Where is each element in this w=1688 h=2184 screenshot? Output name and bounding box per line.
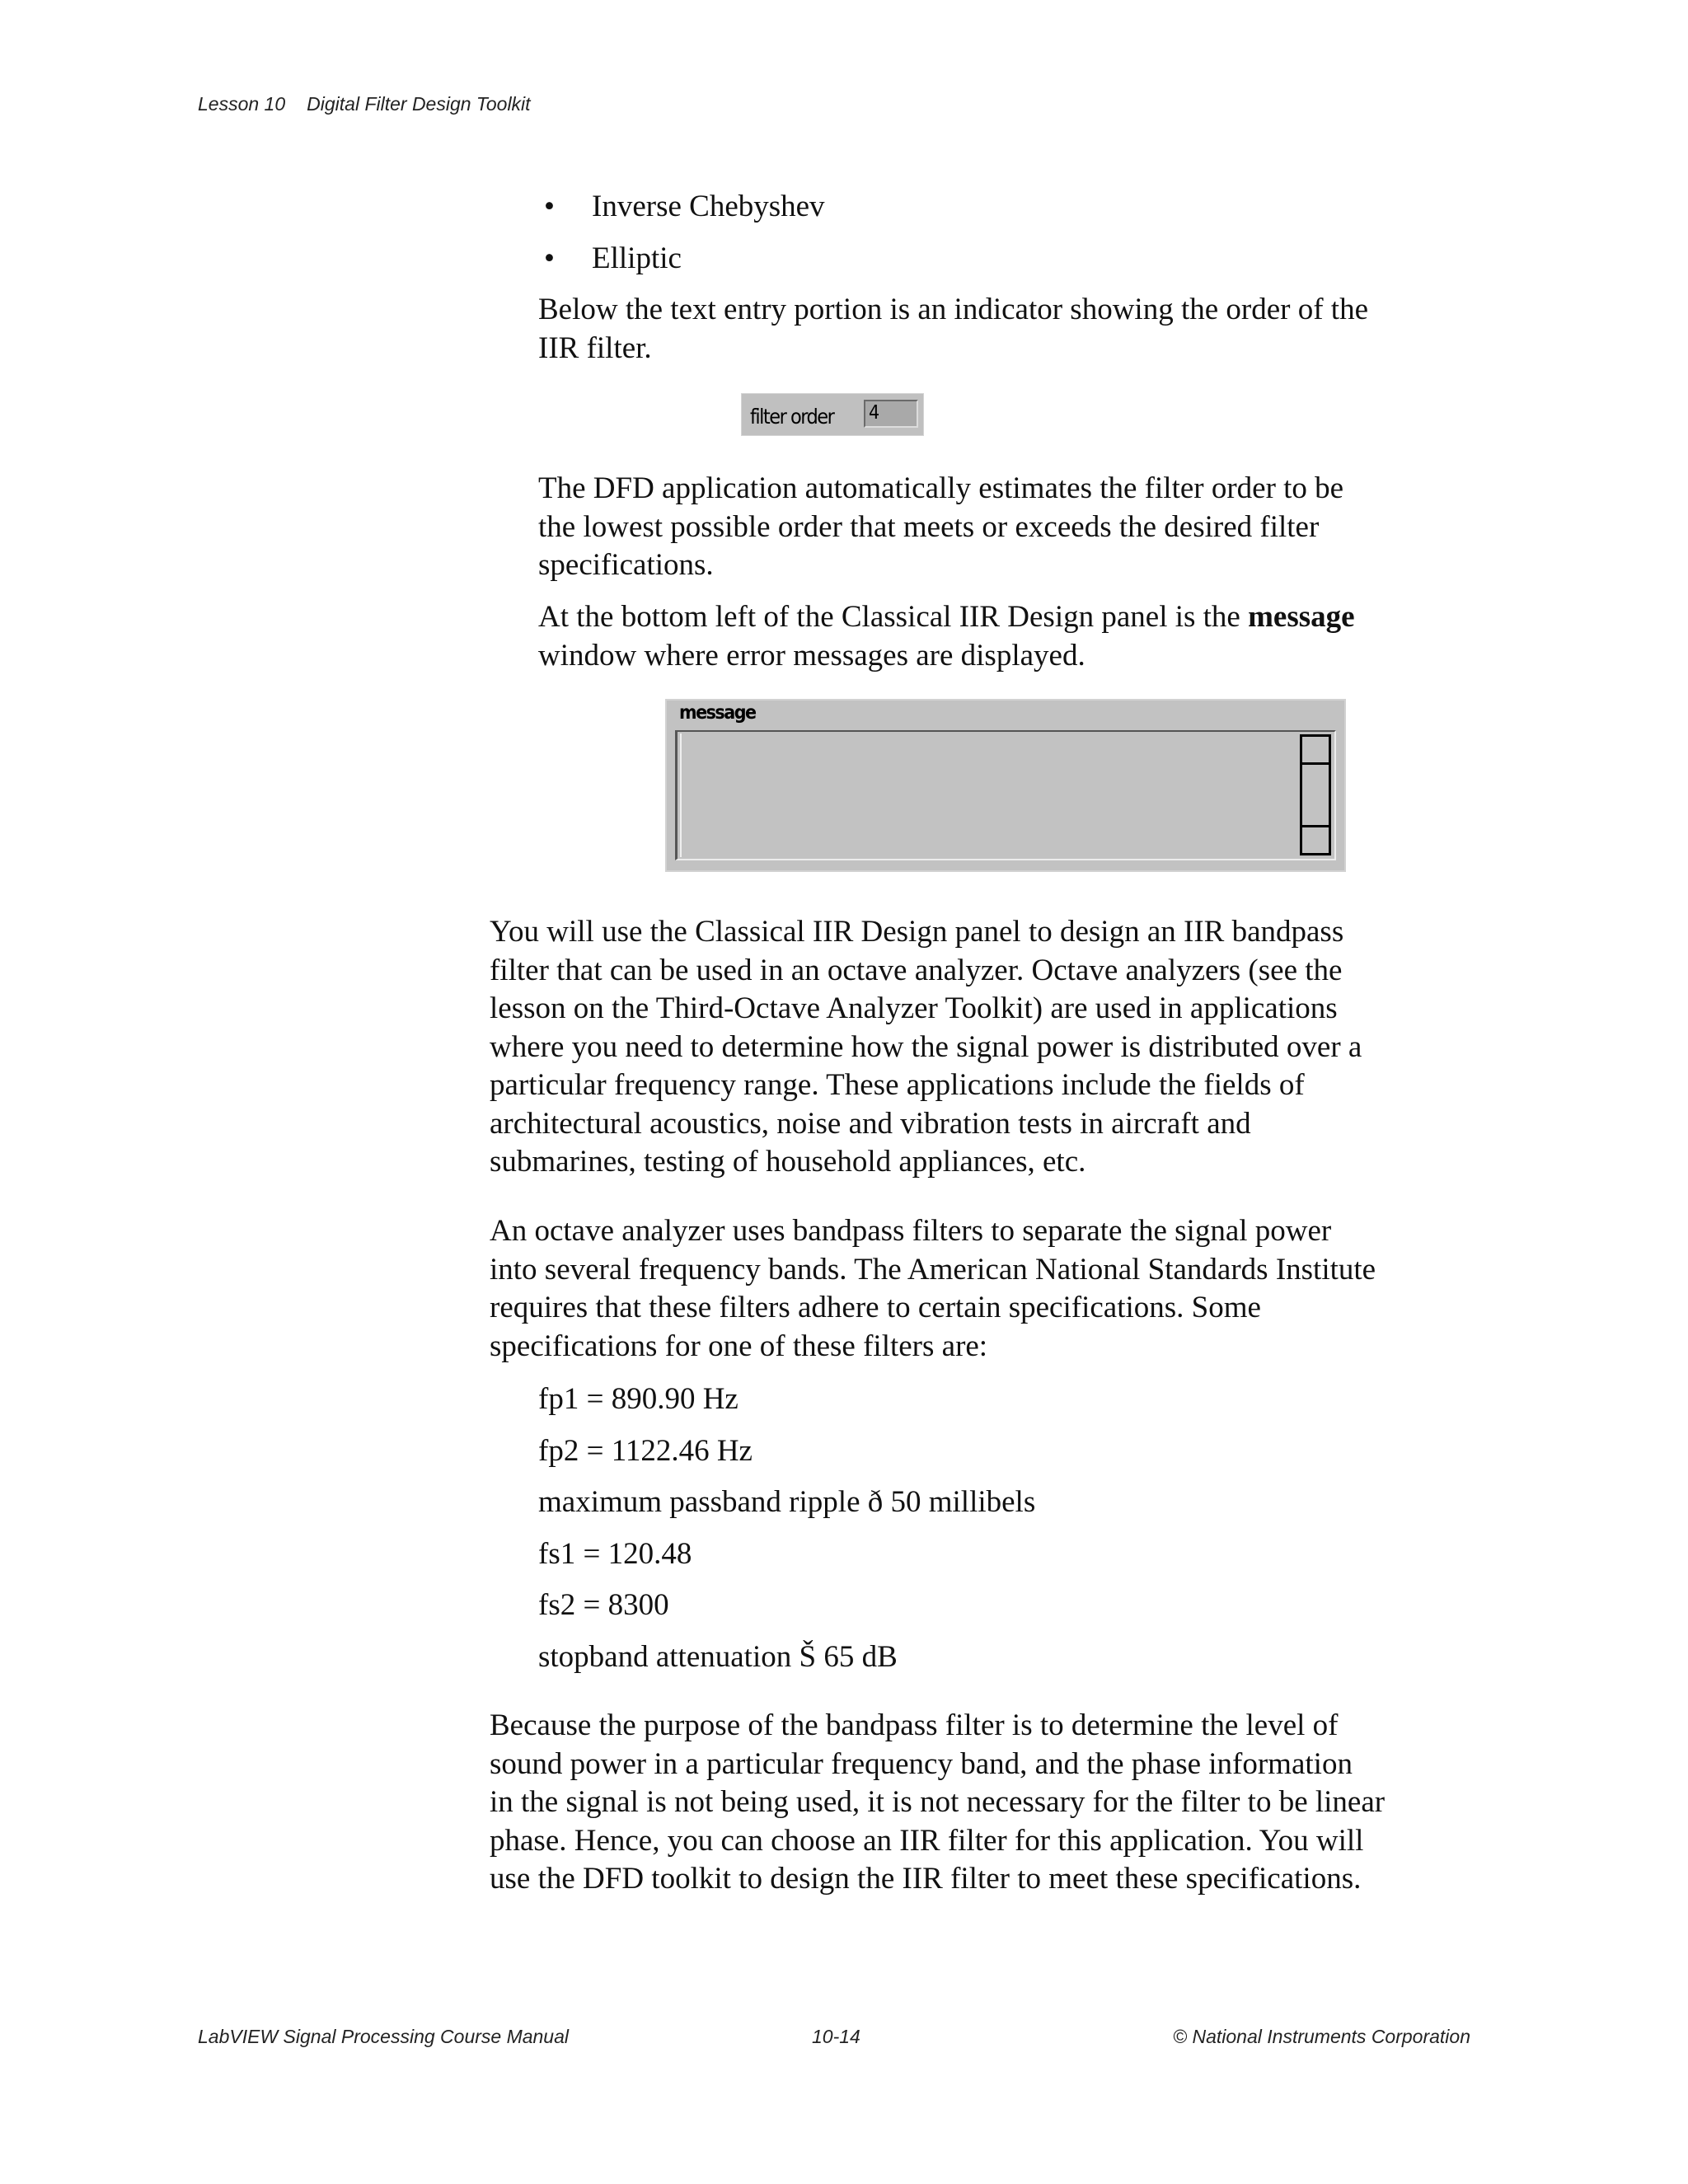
text-line: Because the purpose of the bandpass filter is to determine the level of	[490, 1708, 1339, 1742]
filter-order-label: filter order	[750, 405, 834, 429]
text-line: where you need to determine how the signal power is distributed over a	[490, 1029, 1362, 1064]
spec-fs1: fs1 = 120.48	[538, 1537, 692, 1571]
message-control	[665, 699, 1346, 872]
text-line: specifications for one of these filters are:	[490, 1329, 988, 1363]
bullet-item	[544, 240, 682, 278]
paragraph-message-window	[538, 598, 1486, 675]
paragraph-ansi-specs	[490, 1212, 1487, 1366]
text-line: You will use the Classical IIR Design panel to design an IIR bandpass	[490, 915, 1344, 949]
text-line: particular frequency range. These applications include the fields of	[490, 1068, 1305, 1102]
text-line: in the signal is not being used, it is not necessary for the filter to be linear	[490, 1785, 1386, 1819]
spec-stopband-attenuation: stopband attenuation Š 65 dB	[538, 1640, 898, 1674]
header-lesson: Lesson 10	[198, 93, 286, 115]
paragraph-octave-analyzer-intro	[490, 913, 1487, 1182]
paragraph-filter-order-intro	[538, 291, 1486, 368]
spec-passband-ripple: maximum passband ripple ð 50 millibels	[538, 1485, 1036, 1519]
text-line: An octave analyzer uses bandpass filters to separate the signal power	[490, 1214, 1332, 1248]
scroll-down-button[interactable]	[1302, 825, 1329, 853]
paragraph-iir-choice	[490, 1707, 1487, 1899]
paragraph-filter-order-estimate	[538, 470, 1486, 585]
footer-copyright: © National Instruments Corporation	[1173, 2026, 1470, 2047]
message-label: message	[679, 702, 756, 724]
bold-term-message: message	[1248, 600, 1355, 634]
bullet-text: Elliptic	[592, 241, 682, 275]
bullet-item	[544, 188, 825, 226]
text-line: requires that these filters adhere to certain specifications. Some	[490, 1291, 1261, 1324]
text-line: Below the text entry portion is an indicator showing the order of the	[538, 293, 1368, 326]
spec-fp1: fp1 = 890.90 Hz	[538, 1382, 738, 1416]
text-line: IIR filter.	[538, 330, 652, 365]
text-line: specifications.	[538, 548, 714, 582]
header-title: Digital Filter Design Toolkit	[307, 93, 531, 115]
text-line: lesson on the Third-Octave Analyzer Toolkit) are used in applications	[490, 991, 1338, 1025]
message-area-edge	[680, 733, 682, 857]
text-line: use the DFD toolkit to design the IIR filter to meet these specifications.	[490, 1862, 1362, 1896]
spec-fp2: fp2 = 1122.46 Hz	[538, 1434, 753, 1468]
text-line: architectural acoustics, noise and vibration tests in aircraft and	[490, 1106, 1251, 1141]
running-header	[198, 93, 531, 115]
text-span: At the bottom left of the Classical IIR Design panel is the	[538, 600, 1249, 634]
message-text-area[interactable]	[675, 730, 1336, 860]
text-line: phase. Hence, you can choose an IIR filter for this application. You will	[490, 1823, 1364, 1858]
footer-manual-title: LabVIEW Signal Processing Course Manual	[198, 2026, 570, 2047]
filter-order-indicator	[741, 393, 924, 436]
scroll-up-button[interactable]	[1302, 737, 1329, 765]
text-line: window where error messages are displayed.	[538, 638, 1085, 673]
text-line: the lowest possible order that meets or exceeds the desired filter	[538, 509, 1320, 544]
text-line: filter that can be used in an octave analyzer. Octave analyzers (see the	[490, 953, 1343, 987]
bullet-text: Inverse Chebyshev	[592, 190, 825, 223]
footer-page-number: 10-14	[812, 2026, 860, 2047]
text-line: into several frequency bands. The American National Standards Institute	[490, 1252, 1376, 1286]
text-line	[538, 598, 1486, 637]
text-line: submarines, testing of household appliances, etc.	[490, 1145, 1086, 1179]
bullet-dot: •	[544, 190, 555, 223]
text-line: sound power in a particular frequency band, and the phase information	[490, 1746, 1353, 1781]
bullet-dot: •	[544, 241, 555, 275]
message-scrollbar[interactable]	[1300, 734, 1331, 855]
spec-fs2: fs2 = 8300	[538, 1588, 669, 1622]
filter-order-value: 4	[864, 400, 918, 428]
text-line: The DFD application automatically estimates the filter order to be	[538, 471, 1344, 505]
